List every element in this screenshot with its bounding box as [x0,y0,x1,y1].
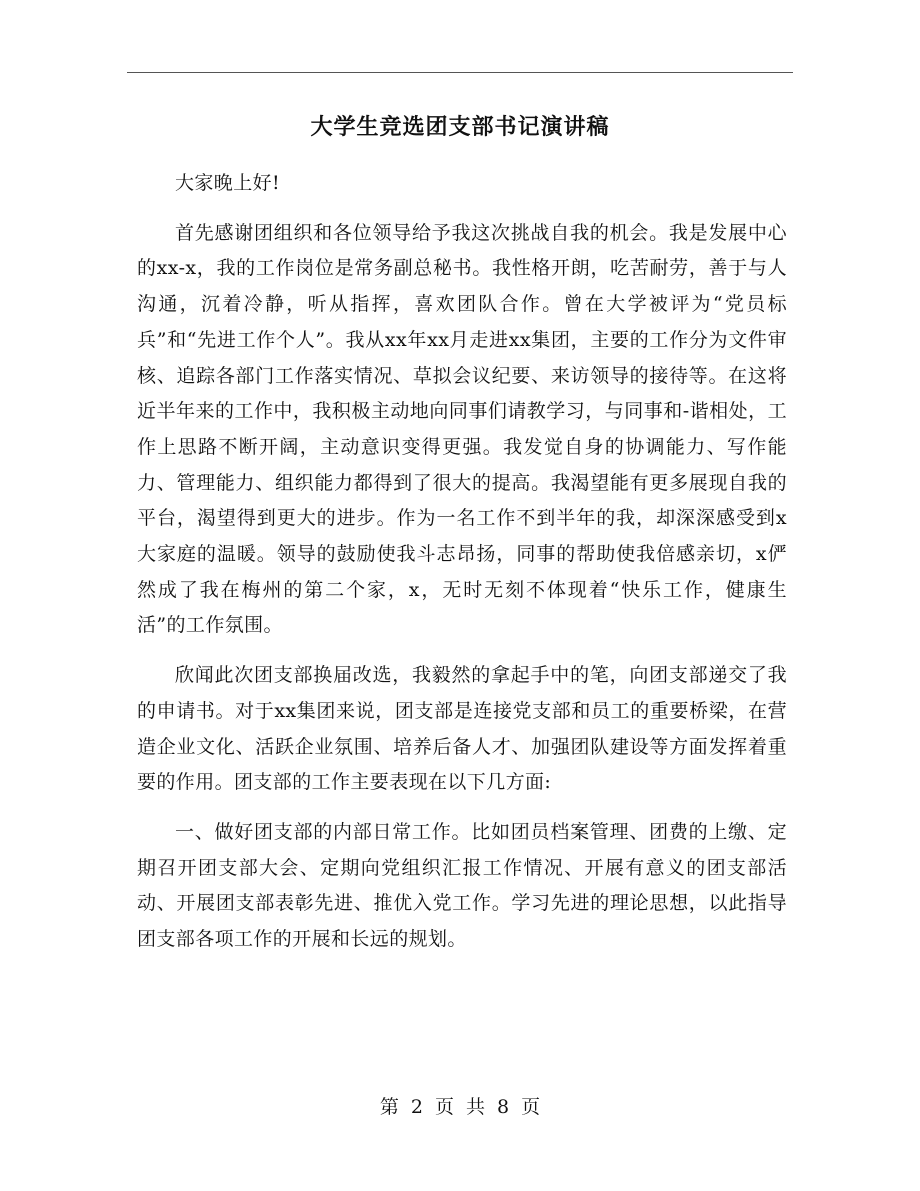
page-footer [0,1094,920,1120]
paragraph-motivation: 欣闻此次团支部换届改选，我毅然的拿起手中的笔，向团支部递交了我的申请书。对于xx集团来说，团支部是连接党支部和员工的重要桥梁，在营造企业文化、活跃企业氛围、培养后备人才、加强团队建设等方面发挥着重要的作用。团支部的工作主要表现在以下几方面: [137,664,787,794]
paragraph-greeting: 大家晚上好! [175,172,281,194]
footer-page-number: 2 [410,1096,423,1118]
document-title: 大学生竞选团支部书记演讲稿 [310,114,610,140]
footer-page-word: 页 [434,1096,454,1118]
footer-total-label: 共 [466,1096,486,1118]
footer-total-pages: 8 [497,1096,510,1118]
document-body [137,166,787,958]
paragraph-point-one: 一、做好团支部的内部日常工作。比如团员档案管理、团费的上缴、定期召开团支部大会、定期向党组织汇报工作情况、开展有意义的团支部活动、开展团支部表彰先进、推优入党工作。学习先进的理论思想，以此指导团支部各项工作的开展和长远的规划。 [137,820,787,951]
footer-prefix: 第 [379,1096,399,1118]
paragraph-introduction: 首先感谢团组织和各位领导给予我这次挑战自我的机会。我是发展中心的xx-x，我的工作岗位是常务副总秘书。我性格开朗，吃苦耐劳，善于与人沟通，沉着冷静，听从指挥，喜欢团队合作。曾在大学被评为“党员标兵”和“先进工作个人”。我从xx年xx月走进xx集团，主要的工作分为文件审核、追踪各部门工作落实情况、草拟会议纪要、来访领导的接待等。在这将近半年来的工作中，我积极主动地向同事们请教学习，与同事和-谐相处，工作上思路不断开阔，主动意识变得更强。我发觉自身的协调能力、写作能力、管理能力、组织能力都得到了很大的提高。我渴望能有更多展现自我的平台，渴望得到更大的进步。作为一名工作不到半年的我，却深深感受到x大家庭的温暖。领导的鼓励使我斗志昂扬，同事的帮助使我倍感亲切，x俨然成了我在梅州的第二个家，x，无时无刻不体现着“快乐工作，健康生活”的工作氛围。 [137,221,787,637]
footer-suffix: 页 [521,1096,541,1118]
header-rule [127,72,793,73]
